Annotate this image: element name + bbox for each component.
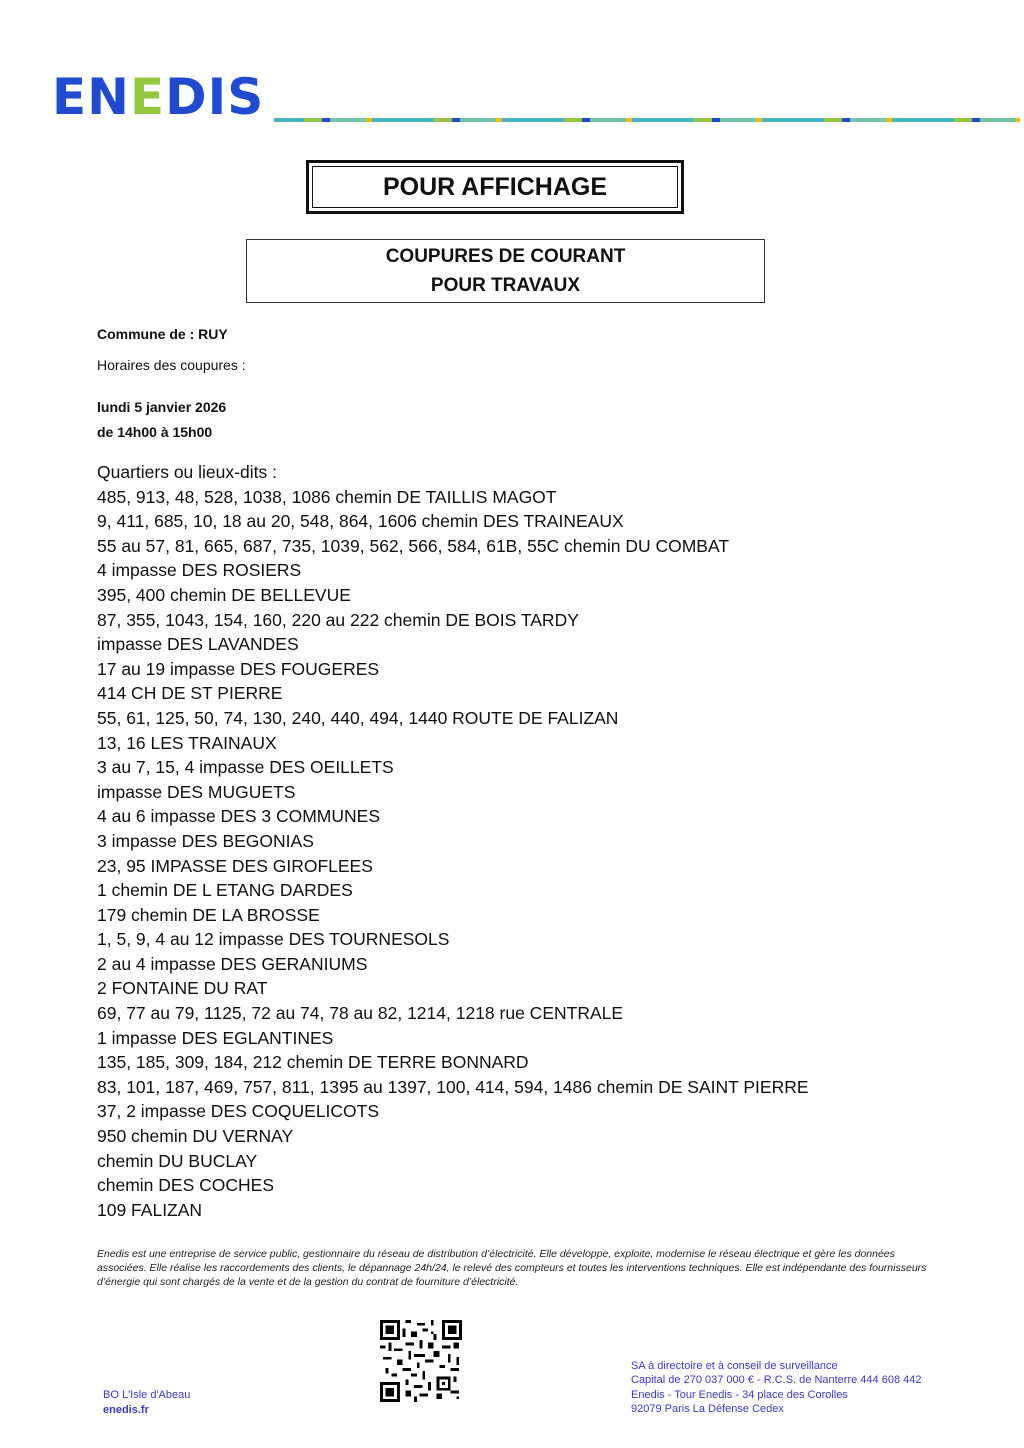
commune-label: Commune de : RUY — [97, 326, 228, 342]
legal-disclaimer: Enedis est une entreprise de service public, gestionnaire du réseau de distribution d’électricité. Elle développe, exploite, modernise le réseau électrique et gère les données associées. Elle réalise les raccordements des clients, le dépannage 24h/24, le relevé des compteurs et toutes les interventions techniques. Elle est indépendante des fournisseurs d’énergie qui sont chargés de la vente et de la gestion du contrat de fourniture d’électricité. — [97, 1248, 927, 1288]
list-item: 13, 16 LES TRAINAUX — [97, 732, 277, 753]
list-item: 414 CH DE ST PIERRE — [97, 683, 283, 704]
list-item: 2 FONTAINE DU RAT — [97, 978, 268, 999]
list-item: 83, 101, 187, 469, 757, 811, 1395 au 1397, 100, 414, 594, 1486 chemin DE SAINT PIERRE — [97, 1076, 809, 1097]
outage-time: de 14h00 à 15h00 — [97, 424, 213, 440]
list-item: 3 impasse DES BEGONIAS — [97, 830, 314, 851]
footer-company-line: 92079 Paris La Défense Cedex — [631, 1403, 784, 1416]
list-item: 23, 95 IMPASSE DES GIROFLEES — [97, 855, 373, 876]
list-item: 1 impasse DES EGLANTINES — [97, 1027, 334, 1048]
list-item: 69, 77 au 79, 1125, 72 au 74, 78 au 82, 1214, 1218 rue CENTRALE — [97, 1003, 624, 1024]
list-item: 3 au 7, 15, 4 impasse DES OEILLETS — [97, 757, 394, 778]
list-item: chemin DU BUCLAY — [97, 1150, 258, 1171]
footer-company-line: Capital de 270 037 000 € - R.C.S. de Nanterre 444 608 442 — [631, 1374, 922, 1387]
footer-website-link[interactable]: enedis.fr — [103, 1404, 149, 1416]
list-item: chemin DES COCHES — [97, 1175, 274, 1196]
outage-date: lundi 5 janvier 2026 — [97, 399, 227, 415]
list-item: 55 au 57, 81, 665, 687, 735, 1039, 562, 566, 584, 61B, 55C chemin DU COMBAT — [97, 535, 730, 556]
quartiers-list — [97, 460, 997, 1222]
list-item: 17 au 19 impasse DES FOUGERES — [97, 658, 380, 679]
list-item: 4 impasse DES ROSIERS — [97, 560, 302, 581]
horaires-label: Horaires des coupures : — [97, 357, 246, 373]
notice-title-line1: COUPURES DE COURANT — [385, 246, 626, 267]
footer-company-line: Enedis - Tour Enedis - 34 place des Corolles — [631, 1388, 848, 1401]
list-item: 179 chemin DE LA BROSSE — [97, 904, 320, 925]
notice-title-line2: POUR TRAVAUX — [430, 275, 581, 296]
list-item: 485, 913, 48, 528, 1038, 1086 chemin DE TAILLIS MAGOT — [97, 486, 557, 507]
list-item: 950 chemin DU VERNAY — [97, 1126, 294, 1147]
list-item: 395, 400 chemin DE BELLEVUE — [97, 584, 351, 605]
list-item: 55, 61, 125, 50, 74, 130, 240, 440, 494, 1440 ROUTE DE FALIZAN — [97, 707, 619, 728]
footer-left — [103, 1388, 190, 1418]
list-item: impasse DES MUGUETS — [97, 781, 296, 802]
list-item: 4 au 6 impasse DES 3 COMMUNES — [97, 806, 381, 827]
list-item: impasse DES LAVANDES — [97, 634, 299, 655]
notice-title-box — [246, 239, 765, 303]
list-item: 9, 411, 685, 10, 18 au 20, 548, 864, 1606 chemin DES TRAINEAUX — [97, 511, 624, 532]
list-item: 109 FALIZAN — [97, 1199, 203, 1220]
list-item: 1, 5, 9, 4 au 12 impasse DES TOURNESOLS — [97, 929, 450, 950]
qr-code-icon[interactable] — [380, 1320, 462, 1402]
pour-affichage-label: POUR AFFICHAGE — [312, 166, 678, 208]
list-item: 1 chemin DE L ETANG DARDES — [97, 880, 353, 901]
list-item: 2 au 4 impasse DES GERANIUMS — [97, 953, 368, 974]
list-item: 87, 355, 1043, 154, 160, 220 au 222 chemin DE BOIS TARDY — [97, 609, 579, 630]
enedis-logo — [52, 70, 264, 124]
footer-company-line: SA à directoire et à conseil de surveillance — [631, 1360, 838, 1372]
footer-company-info — [631, 1359, 921, 1417]
footer-office: BO L'Isle d'Abeau — [103, 1389, 191, 1401]
list-item: 37, 2 impasse DES COQUELICOTS — [97, 1101, 380, 1122]
quartiers-label: Quartiers ou lieux-dits : — [97, 462, 277, 482]
logo-text: ENEDIS — [52, 68, 265, 126]
list-item: 135, 185, 309, 184, 212 chemin DE TERRE BONNARD — [97, 1052, 529, 1073]
header-divider — [274, 118, 1020, 122]
pour-affichage-box — [306, 160, 684, 214]
